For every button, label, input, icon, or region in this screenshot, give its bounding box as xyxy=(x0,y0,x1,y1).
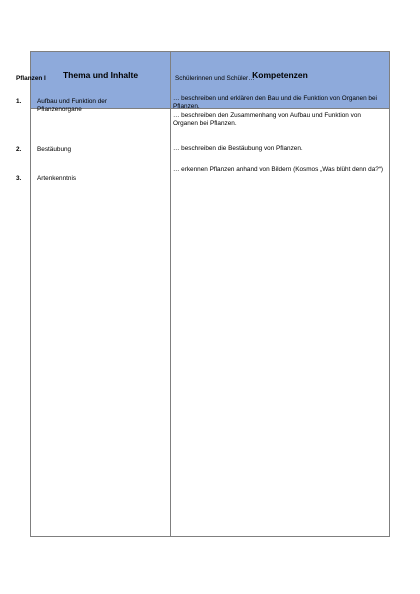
topic-text: Artenkenntnis xyxy=(37,175,77,182)
topics-column xyxy=(8,75,136,182)
competency-item: … beschreiben die Bestäubung von Pflanzen. xyxy=(173,145,303,152)
competencies-intro: Schülerinnen und Schüler… xyxy=(175,75,255,82)
header-competencies: Kompetenzen xyxy=(252,70,308,80)
topic-item xyxy=(8,175,136,183)
topic-item xyxy=(8,98,136,115)
topic-item xyxy=(8,146,136,154)
competency-item: … erkennen Pflanzen anhand von Bildern (Kosmos „Was blüht denn da?“) xyxy=(173,166,384,173)
topic-text: Aufbau und Funktion der Pflanzenorgane xyxy=(37,98,107,114)
column-divider xyxy=(170,52,171,536)
topic-number: 1. xyxy=(16,98,22,105)
competency-item: … beschreiben und erklären den Bau und die Funktion von Organen bei Pflanzen. xyxy=(173,95,377,111)
topic-number: 3. xyxy=(16,175,22,182)
topic-number: 2. xyxy=(16,146,22,153)
competency-group xyxy=(173,95,385,129)
competency-item: … beschreiben den Zusammenhang von Aufbau und Funktion von Organen bei Pflanzen. xyxy=(173,111,361,128)
section-title: Pflanzen I xyxy=(16,75,46,82)
header-topics: Thema und Inhalte xyxy=(62,70,139,80)
topic-text: Bestäubung xyxy=(37,146,72,153)
